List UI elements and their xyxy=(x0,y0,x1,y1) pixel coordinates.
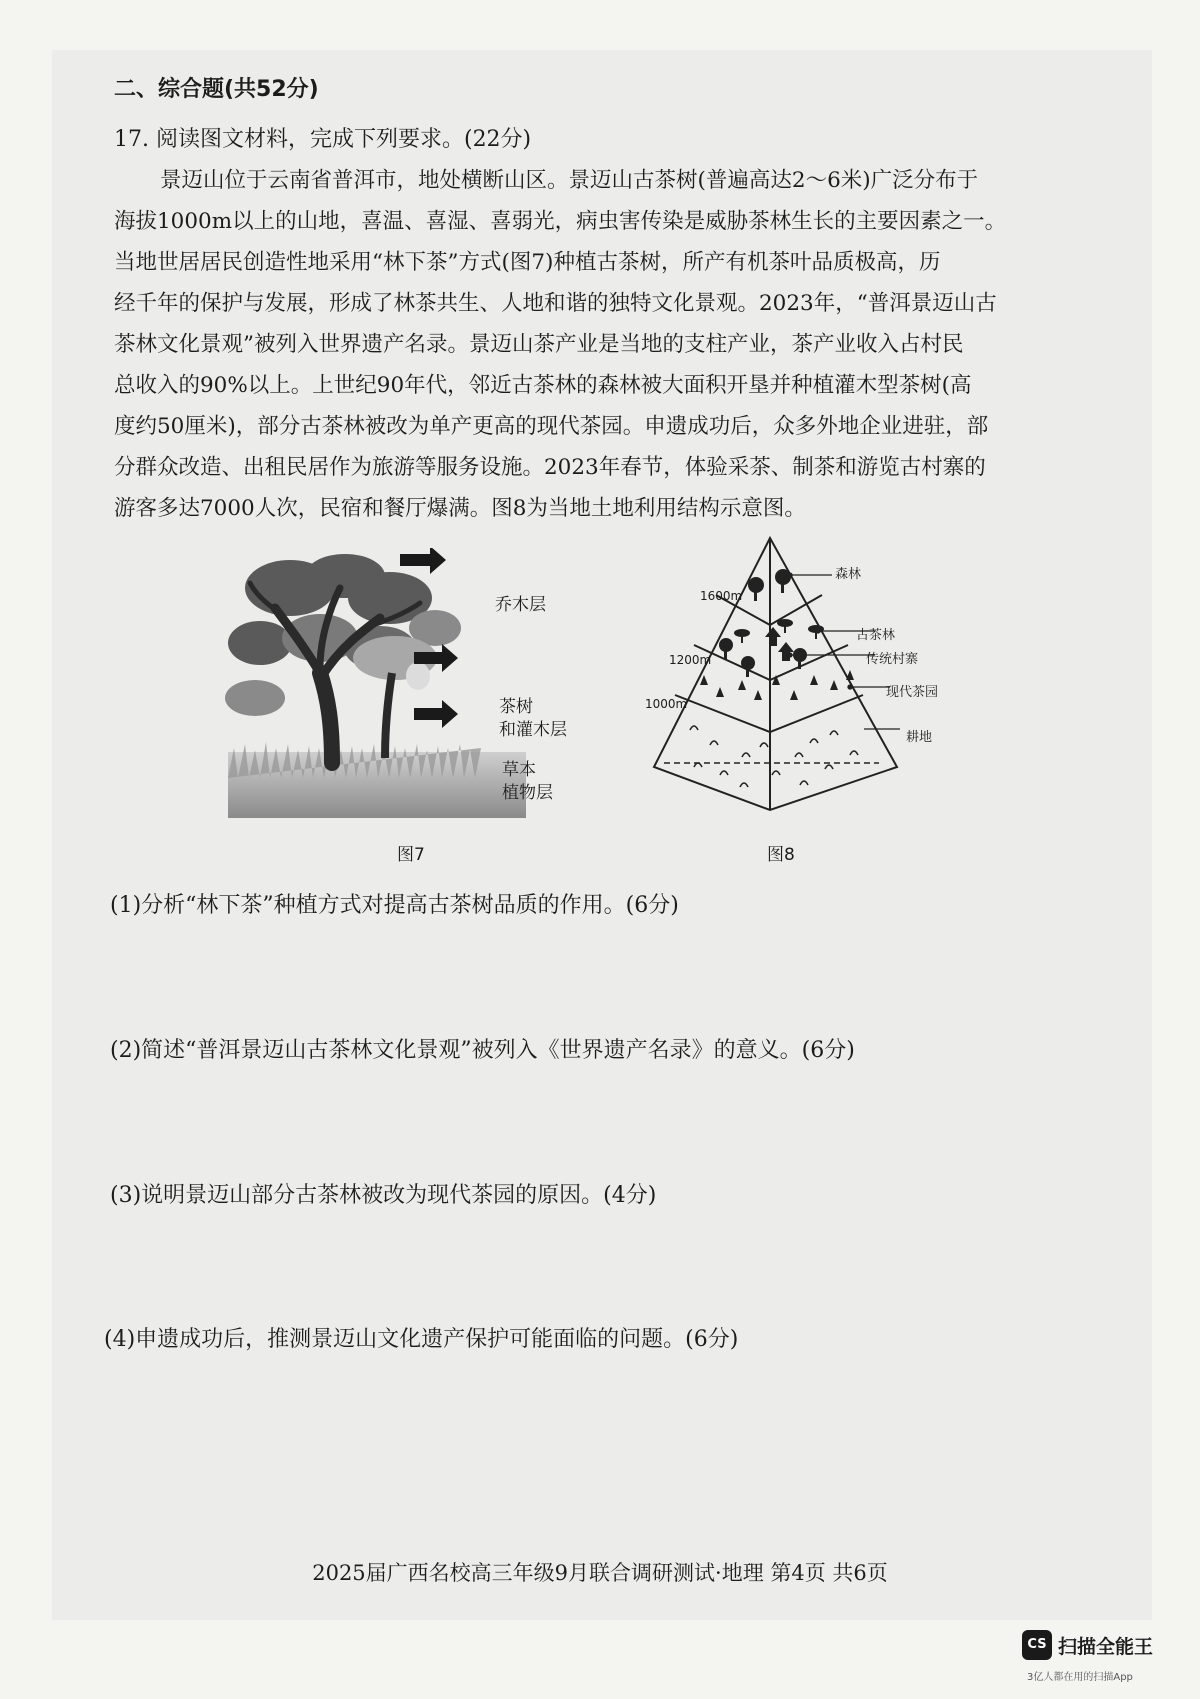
canopy xyxy=(225,554,461,716)
material-line: 分群众改造、出租民居作为旅游等服务设施。2023年春节，体验采茶、制茶和游览古村寨的 xyxy=(114,455,986,480)
legend-farmland: 耕地 xyxy=(906,730,933,745)
legend-modern-tea: 现代茶园 xyxy=(886,685,939,700)
sub-question-2: (2)简述“普洱景迈山古茶林文化景观”被列入《世界遗产名录》的意义。(6分) xyxy=(110,1038,855,1063)
material-line: 度约50厘米)，部分古茶林被改为单产更高的现代茶园。申遗成功后，众多外地企业进驻，部 xyxy=(114,414,989,439)
ancient-tea-icons xyxy=(719,619,824,677)
material-line: 游客多达7000人次，民宿和餐厅爆满。图8为当地土地利用结构示意图。 xyxy=(114,496,806,521)
question-material xyxy=(114,160,1074,529)
section-title: 二、综合题(共52分) xyxy=(114,77,319,102)
legend-ancient-tea: 古茶林 xyxy=(856,628,896,643)
legend-village: 传统村寨 xyxy=(866,652,919,667)
material-line: 总收入的90%以上。上世纪90年代，邻近古茶林的森林被大面积开垦并种植灌木型茶树(高 xyxy=(114,373,972,398)
material-line: 海拔1000m以上的山地，喜温、喜湿、喜弱光，病虫害传染是威胁茶林生长的主要因素之一。 xyxy=(114,209,1007,234)
scanner-badge xyxy=(1022,1628,1182,1688)
legend-forest: 森林 xyxy=(835,567,862,582)
label-herb-2: 植物层 xyxy=(502,783,553,803)
scanner-name: 扫描全能王 xyxy=(1058,1636,1154,1658)
figure-7-caption: 图7 xyxy=(397,845,425,865)
material-line: 经千年的保护与发展，形成了林茶共生、人地和谐的独特文化景观。2023年，“普洱景迈山古 xyxy=(114,291,997,316)
tea-trunk xyxy=(385,673,392,758)
material-line: 景迈山位于云南省普洱市，地处横断山区。景迈山古茶树(普遍高达2～6米)广泛分布于 xyxy=(160,168,979,193)
farmland-icons xyxy=(690,726,858,787)
scanner-tagline: 3亿人都在用的扫描App xyxy=(1027,1672,1133,1683)
cs-logo-icon: CS xyxy=(1022,1630,1052,1660)
altitude-1200: 1200m xyxy=(669,653,712,667)
page-footer: 2025届广西名校高三年级9月联合调研测试·地理 第4页 共6页 xyxy=(312,1561,888,1585)
figure-8-pyramid xyxy=(650,535,900,835)
modern-tea-icons xyxy=(700,670,854,700)
question-title: 17. 阅读图文材料，完成下列要求。(22分) xyxy=(114,127,532,152)
figure-8-caption: 图8 xyxy=(767,845,795,865)
label-tea-shrub-1: 茶树 xyxy=(499,697,533,717)
altitude-1000: 1000m xyxy=(645,697,688,711)
material-line: 茶林文化景观”被列入世界遗产名录。景迈山茶产业是当地的支柱产业，茶产业收入占村民 xyxy=(114,332,964,357)
sub-question-1: (1)分析“林下茶”种植方式对提高古茶树品质的作用。(6分) xyxy=(110,893,679,918)
sub-question-4: (4)申遗成功后，推测景迈山文化遗产保护可能面临的问题。(6分) xyxy=(104,1327,739,1352)
sub-question-3: (3)说明景迈山部分古茶林被改为现代茶园的原因。(4分) xyxy=(110,1183,657,1208)
material-line: 当地世居居民创造性地采用“林下茶”方式(图7)种植古茶树，所产有机茶叶品质极高，历 xyxy=(114,250,941,275)
altitude-1600: 1600m xyxy=(700,589,743,603)
label-tree-layer: 乔木层 xyxy=(495,595,546,615)
label-herb-1: 草本 xyxy=(502,760,536,780)
label-tea-shrub-2: 和灌木层 xyxy=(499,720,567,740)
